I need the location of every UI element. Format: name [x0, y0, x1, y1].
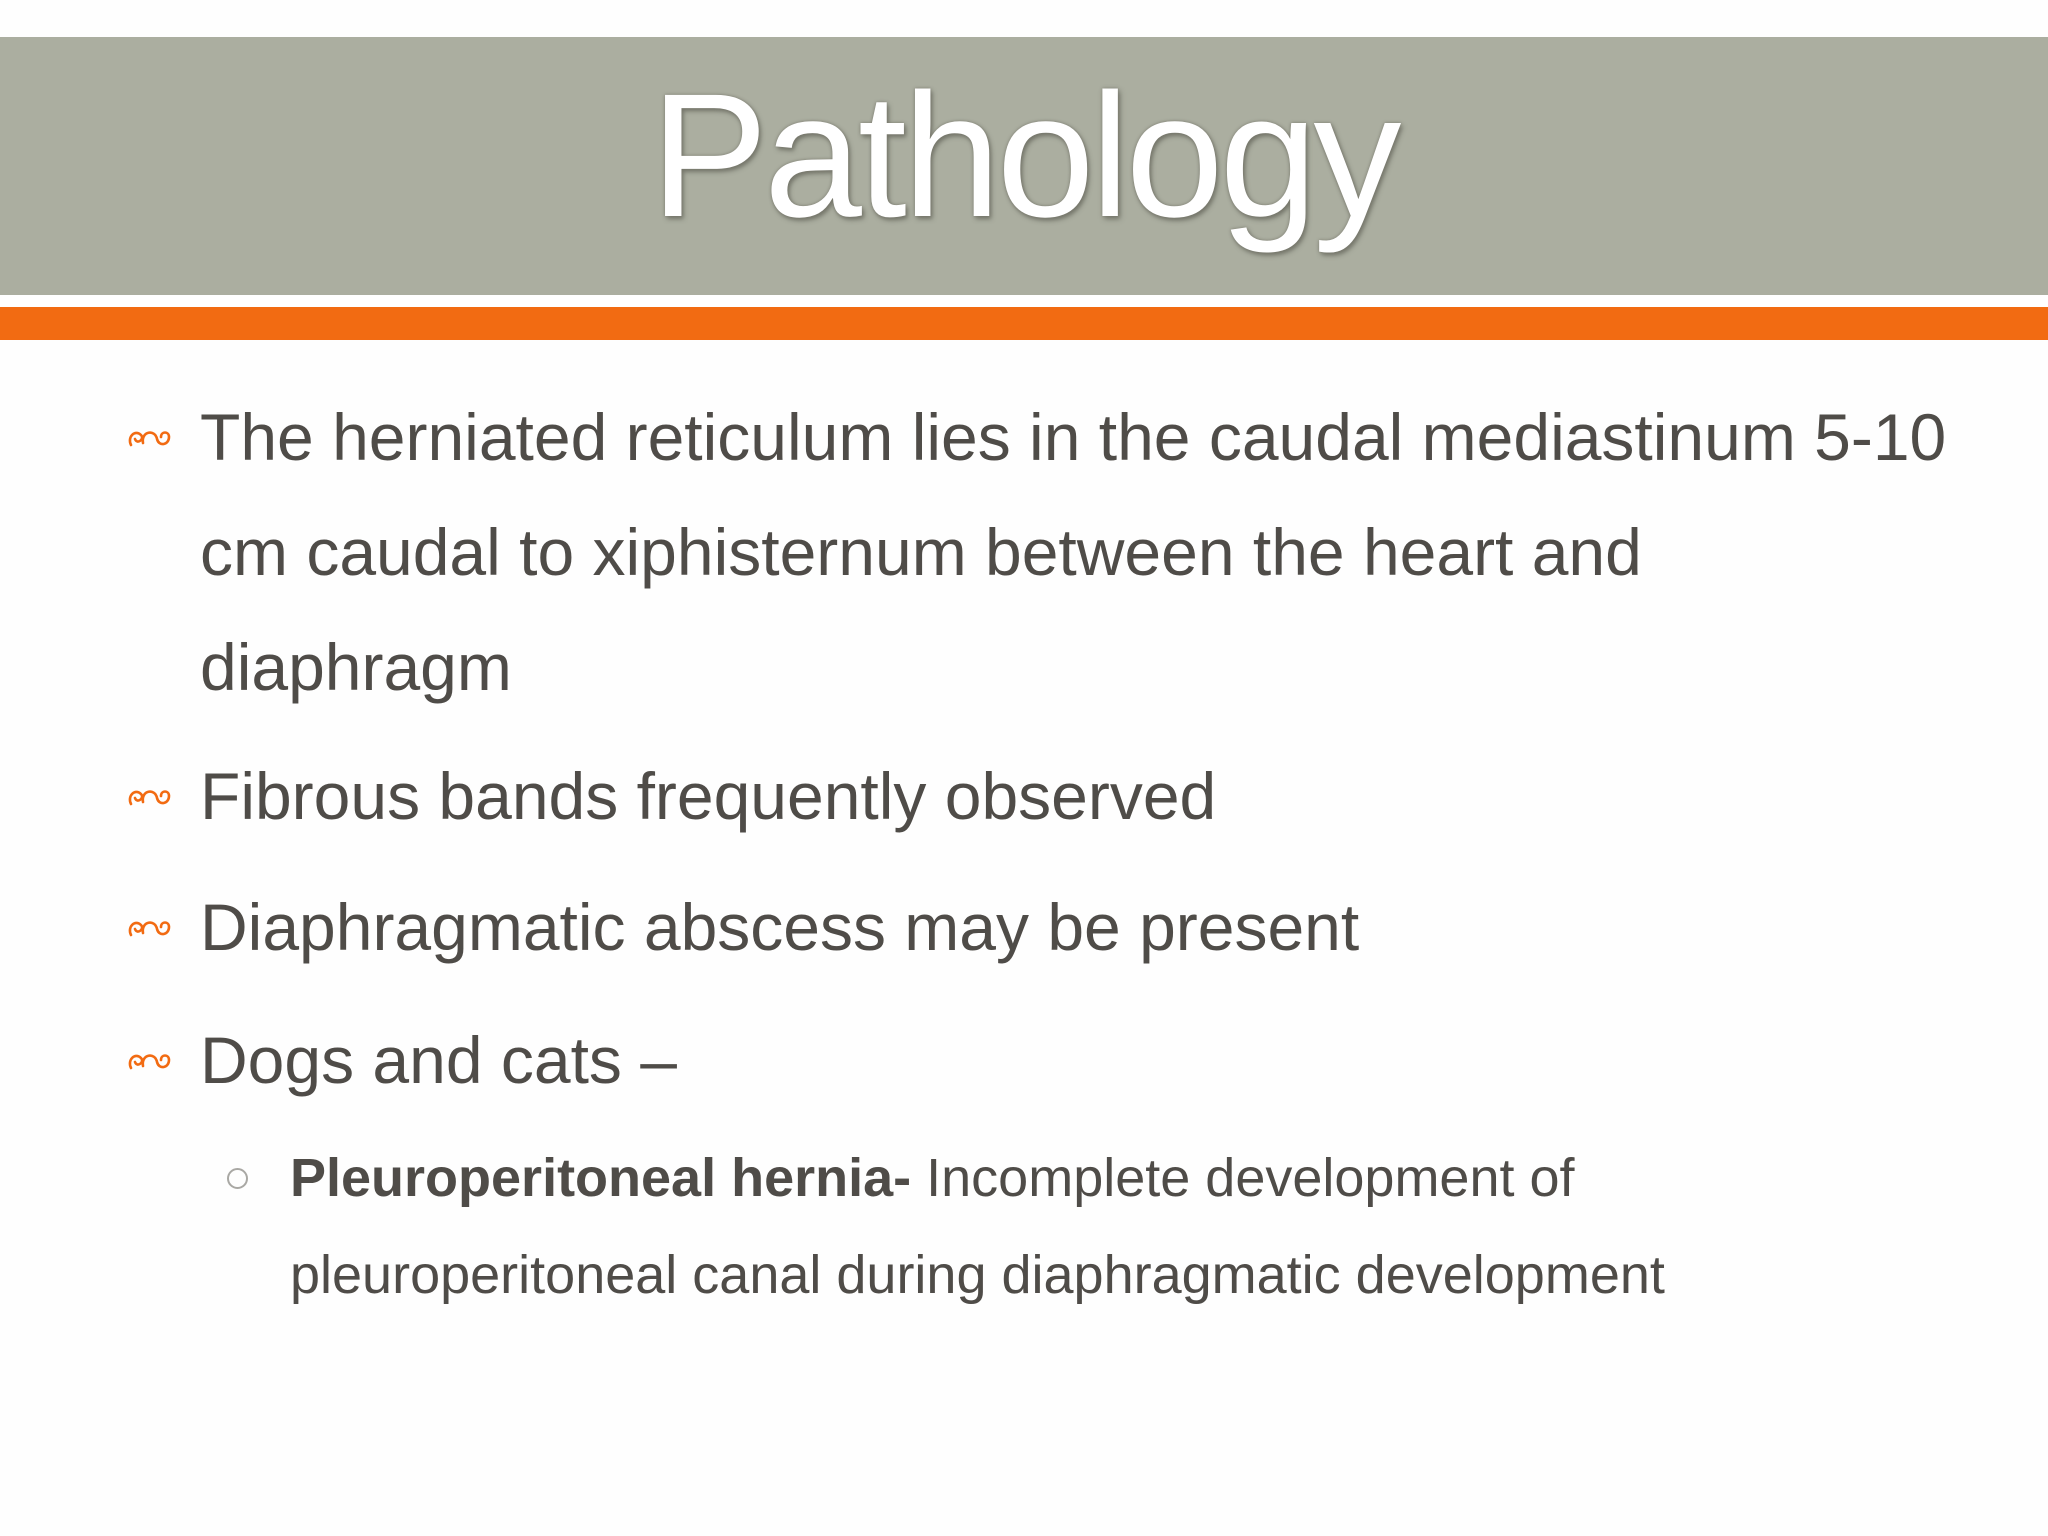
- title-divider-gap: [0, 295, 2048, 307]
- slide-content: [0, 380, 2048, 1324]
- bullet-item: [0, 870, 2048, 985]
- sub-bullet-term: Pleuroperitoneal hernia-: [290, 1148, 912, 1208]
- bullet-text: Diaphragmatic abscess may be present: [200, 890, 1360, 964]
- bullet-text: Fibrous bands frequently observed: [200, 759, 1217, 833]
- bullet-text: Dogs and cats –: [200, 1023, 677, 1097]
- bullet-text: The herniated reticulum lies in the caudal mediastinum 5-10 cm caudal to xiphisternum between the heart and diaphragm: [200, 400, 1947, 704]
- accent-bar: [0, 307, 2048, 340]
- scroll-flourish-icon: [124, 1003, 174, 1118]
- scroll-flourish-icon: [124, 380, 174, 495]
- bullet-item: [0, 1003, 2048, 1118]
- bullet-item: [0, 739, 2048, 854]
- sub-bullet-text: Incomplete development of pleuroperitoneal canal during diaphragmatic development: [290, 1148, 1665, 1305]
- bullet-item: [0, 380, 2048, 725]
- hollow-circle-icon: [227, 1168, 248, 1189]
- scroll-flourish-icon: [124, 870, 174, 985]
- slide-title: Pathology: [650, 58, 1398, 254]
- scroll-flourish-icon: [124, 739, 174, 854]
- sub-bullet-item: [0, 1130, 2048, 1324]
